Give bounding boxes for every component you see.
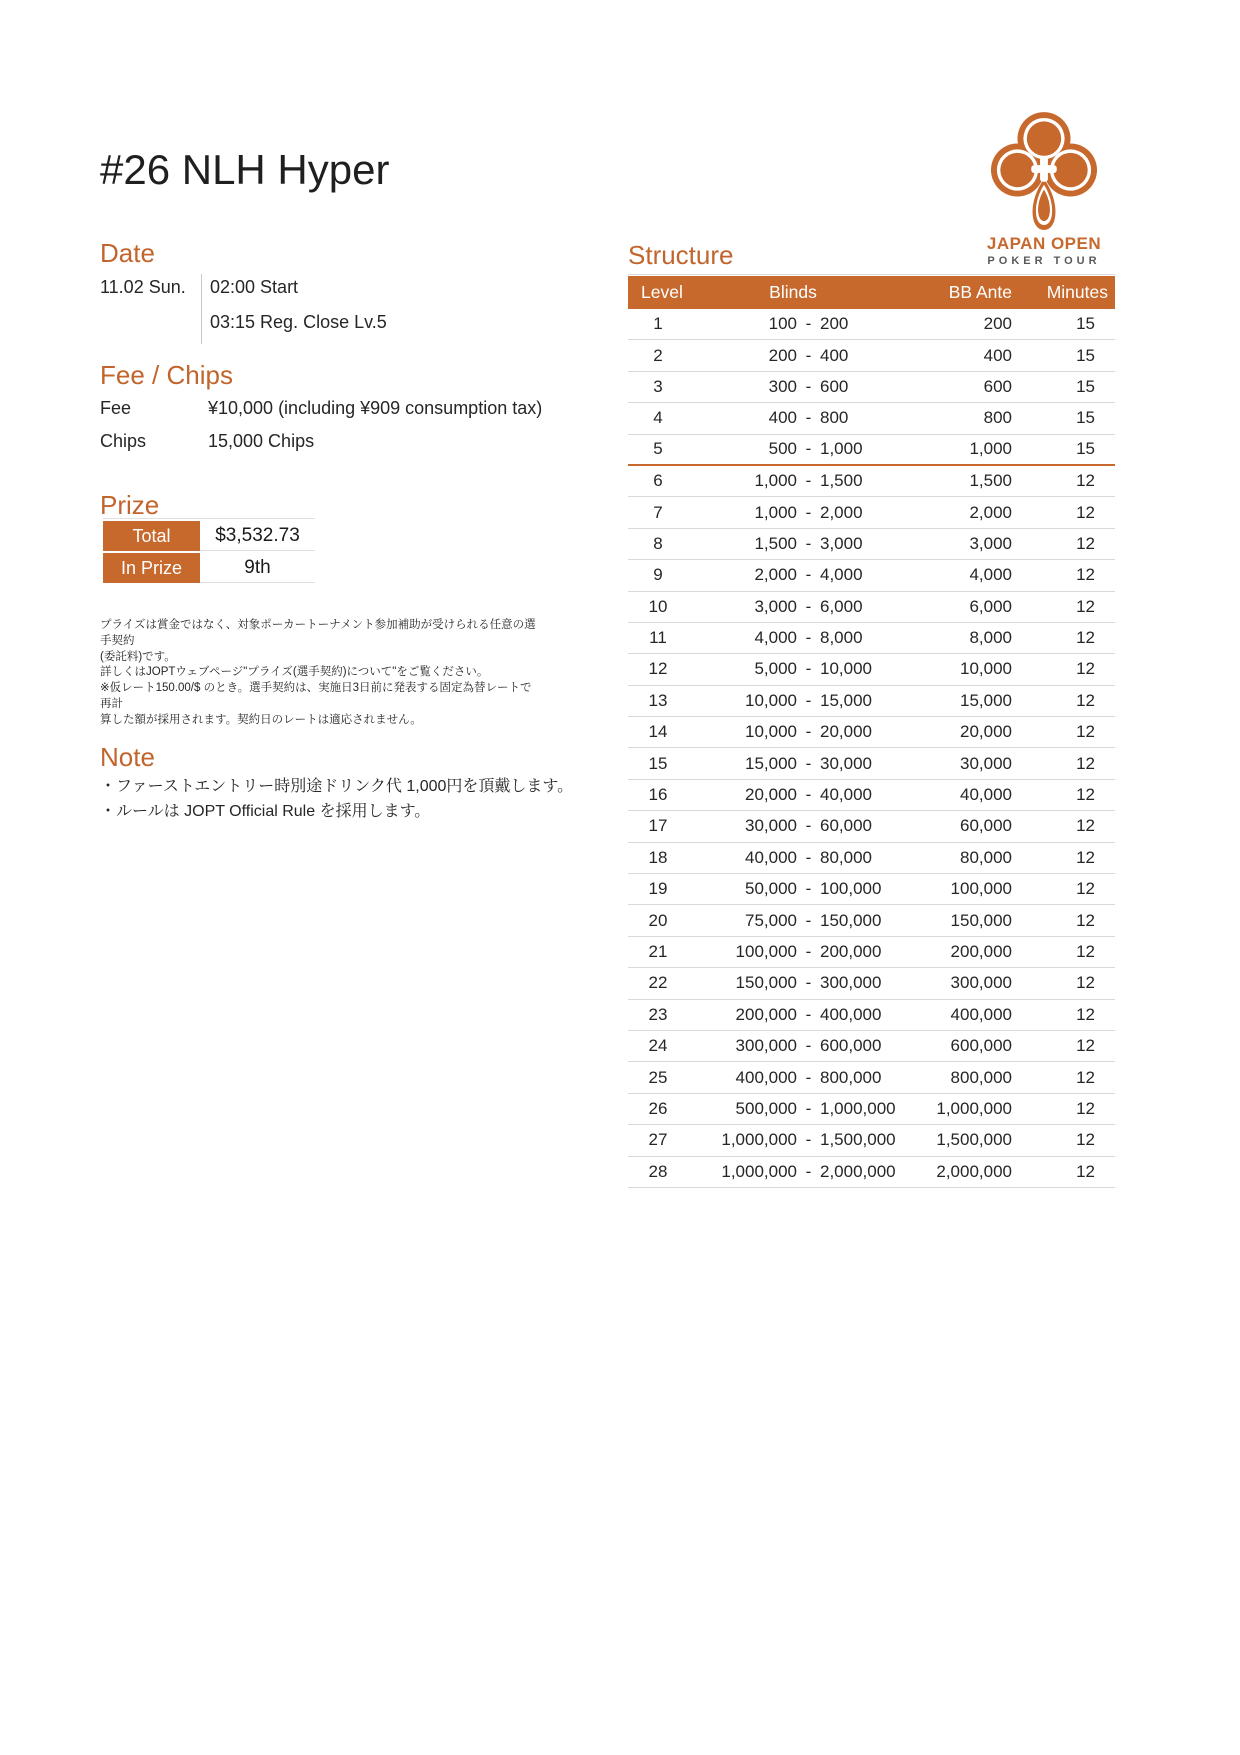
level-cell: 1 [653,314,663,334]
blinds-cell [688,1005,898,1025]
bb-ante-cell: 80,000 [960,847,1012,867]
small-blind: 10,000 [745,690,797,710]
column-header-bb-ante: BB Ante [948,282,1012,302]
blinds-dash: - [805,502,812,522]
big-blind: 8,000 [820,628,863,648]
prize-heading: Prize [100,490,160,520]
minutes-cell: 12 [1076,502,1095,522]
small-blind: 20,000 [745,785,797,805]
blinds-cell [688,879,898,899]
minutes-cell: 15 [1076,345,1095,365]
note-line: ・ファーストエントリー時別途ドリンク代 1,000円を頂戴します。 [100,778,574,795]
level-cell: 2 [653,345,663,365]
minutes-cell: 15 [1076,408,1095,428]
bb-ante-cell: 600,000 [950,1036,1012,1056]
bb-ante-cell: 4,000 [969,565,1012,585]
blinds-dash: - [805,376,812,396]
bb-ante-cell: 30,000 [960,753,1012,773]
disclaimer-line: 算した額が採用されます。契約日のレートは適応されません。 [100,713,422,726]
bb-ante-cell: 1,000,000 [936,1098,1012,1118]
blinds-dash: - [805,628,812,648]
blinds-cell [688,503,898,523]
structure-section [628,240,1115,1188]
bb-ante-cell: 800,000 [950,1067,1012,1087]
small-blind: 50,000 [745,879,797,899]
fee-value: ¥10,000 (including ¥909 consumption tax) [208,398,543,418]
bb-ante-cell: 200,000 [950,942,1012,961]
level-cell: 25 [648,1067,668,1087]
blinds-dash: - [805,1161,812,1181]
bb-ante-cell: 6,000 [969,596,1012,616]
blinds-cell [688,1162,898,1182]
blinds-cell [688,1130,898,1150]
blinds-dash: - [805,565,812,585]
structure-row [628,686,1115,717]
blinds-cell [688,1068,898,1088]
level-cell: 26 [648,1098,668,1118]
small-blind: 500,000 [735,1098,797,1118]
bb-ante-cell: 200 [983,314,1012,334]
prize-total-row [103,521,315,551]
structure-row [628,1062,1115,1093]
structure-row [628,874,1115,905]
level-cell: 4 [653,408,663,428]
minutes-cell: 12 [1076,1161,1095,1181]
small-blind: 10,000 [745,722,797,742]
level-cell: 7 [653,502,663,522]
bb-ante-cell: 1,500,000 [936,1130,1012,1150]
blinds-dash: - [805,722,812,742]
big-blind: 30,000 [820,753,872,773]
big-blind: 4,000 [820,565,863,585]
big-blind: 100,000 [820,879,882,899]
blinds-cell [688,659,898,679]
level-cell: 24 [648,1036,668,1056]
blinds-cell [688,816,898,836]
bb-ante-cell: 3,000 [969,533,1012,553]
minutes-cell: 12 [1076,471,1095,491]
column-header-level: Level [641,282,683,302]
minutes-cell: 12 [1076,1098,1095,1118]
big-blind: 1,000 [820,439,863,459]
small-blind: 100 [768,314,797,334]
bb-ante-cell: 600 [983,376,1012,396]
logo-text-poker-tour: POKER TOUR [987,255,1101,267]
blinds-cell [688,785,898,805]
blinds-dash: - [805,879,812,899]
blinds-cell [688,754,898,774]
structure-row [628,1157,1115,1188]
big-blind: 6,000 [820,596,863,616]
bb-ante-cell: 8,000 [969,628,1012,648]
big-blind: 3,000 [820,533,863,553]
blinds-cell [688,597,898,617]
level-cell: 17 [648,816,668,836]
level-cell: 10 [648,596,668,616]
small-blind: 1,000,000 [721,1161,797,1181]
structure-row [628,748,1115,779]
date-section [100,274,387,344]
structure-row [628,497,1115,528]
minutes-cell: 12 [1076,1004,1095,1024]
bb-ante-cell: 300,000 [950,973,1012,993]
date-start-time: 02:00 Start [210,277,299,297]
level-cell: 12 [648,659,668,679]
structure-row [628,592,1115,623]
bb-ante-cell: 100,000 [950,879,1012,899]
small-blind: 3,000 [754,596,797,616]
fee-label: Fee [100,398,132,418]
structure-row [628,654,1115,685]
blinds-cell [688,848,898,868]
blinds-dash: - [805,690,812,710]
level-cell: 19 [648,879,668,899]
bb-ante-cell: 15,000 [960,690,1012,710]
blinds-cell [688,471,898,491]
structure-row [628,780,1115,811]
note-line: ・ルールは JOPT Official Rule を採用します。 [100,803,431,820]
minutes-cell: 12 [1076,722,1095,742]
level-cell: 28 [648,1161,668,1181]
level-cell: 6 [653,471,663,491]
bb-ante-cell: 10,000 [960,659,1012,679]
small-blind: 40,000 [745,847,797,867]
fee-chips-heading: Fee / Chips [100,360,233,390]
minutes-cell: 12 [1076,628,1095,648]
small-blind: 1,000 [754,471,797,491]
structure-row [628,623,1115,654]
blinds-dash: - [805,659,812,679]
small-blind: 1,000 [754,502,797,522]
bb-ante-cell: 20,000 [960,722,1012,742]
level-cell: 18 [648,847,668,867]
blinds-dash: - [805,816,812,836]
big-blind: 10,000 [820,659,872,679]
chips-label: Chips [100,431,147,451]
level-cell: 5 [653,439,663,459]
level-cell: 16 [648,785,668,805]
minutes-cell: 12 [1076,596,1095,616]
page-title: #26 NLH Hyper [100,146,390,193]
minutes-cell: 15 [1076,314,1095,334]
big-blind: 40,000 [820,785,872,805]
big-blind: 800 [820,408,849,428]
structure-row [628,968,1115,999]
small-blind: 400,000 [735,1067,797,1087]
bb-ante-cell: 2,000 [969,502,1012,522]
blinds-dash: - [805,1130,812,1150]
blinds-cell [688,439,898,459]
blinds-cell [688,722,898,742]
structure-heading: Structure [628,240,734,270]
fee-row [100,398,542,418]
club-suit-icon [986,110,1102,232]
minutes-cell: 12 [1076,942,1095,961]
prize-inprize-row [103,553,315,583]
minutes-cell: 12 [1076,910,1095,930]
bb-ante-cell: 400 [983,345,1012,365]
big-blind: 200,000 [820,942,882,961]
level-cell: 27 [648,1130,668,1150]
level-cell: 13 [648,690,668,710]
minutes-cell: 12 [1076,785,1095,805]
chips-value: 15,000 Chips [208,431,315,451]
small-blind: 300 [768,376,797,396]
note-section [100,774,573,824]
structure-row [628,1094,1115,1125]
blinds-cell [688,314,898,334]
blinds-dash: - [805,753,812,773]
big-blind: 15,000 [820,690,872,710]
structure-heading-rule [628,274,1115,275]
structure-row [628,309,1115,340]
big-blind: 150,000 [820,910,882,930]
bb-ante-cell: 800 [983,408,1012,428]
blinds-cell [688,346,898,366]
blinds-dash: - [805,1098,812,1118]
bb-ante-cell: 60,000 [960,816,1012,836]
blinds-dash: - [805,471,812,491]
blinds-dash: - [805,1067,812,1087]
bb-ante-cell: 1,000 [969,439,1012,459]
minutes-cell: 15 [1076,439,1095,459]
small-blind: 150,000 [735,973,797,993]
note-heading: Note [100,742,155,772]
blinds-dash: - [805,596,812,616]
structure-row [628,905,1115,936]
small-blind: 100,000 [735,942,797,961]
structure-row [628,435,1115,466]
structure-row [628,340,1115,371]
small-blind: 5,000 [754,659,797,679]
bb-ante-cell: 40,000 [960,785,1012,805]
minutes-cell: 12 [1076,659,1095,679]
blinds-dash: - [805,533,812,553]
structure-row [628,403,1115,434]
minutes-cell: 12 [1076,565,1095,585]
structure-row [628,466,1115,497]
structure-row [628,1000,1115,1031]
structure-row [628,372,1115,403]
blinds-cell [688,911,898,931]
prize-inprize-value: 9th [200,553,315,583]
structure-row [628,1031,1115,1062]
minutes-cell: 12 [1076,690,1095,710]
big-blind: 600,000 [820,1036,882,1056]
bb-ante-cell: 150,000 [950,910,1012,930]
blinds-cell [688,691,898,711]
level-cell: 22 [648,973,668,993]
small-blind: 15,000 [745,753,797,773]
blinds-cell [688,1036,898,1056]
level-cell: 20 [648,910,668,930]
small-blind: 200,000 [735,1004,797,1024]
small-blind: 300,000 [735,1036,797,1056]
blinds-cell [688,534,898,554]
big-blind: 1,500 [820,471,863,491]
level-cell: 15 [648,753,668,773]
blinds-dash: - [805,345,812,365]
small-blind: 4,000 [754,628,797,648]
minutes-cell: 12 [1076,816,1095,836]
structure-row [628,717,1115,748]
level-cell: 9 [653,565,663,585]
minutes-cell: 12 [1076,879,1095,899]
blinds-cell [688,377,898,397]
prize-total-value: $3,532.73 [200,521,315,551]
date-schedule [201,274,387,344]
minutes-cell: 12 [1076,1036,1095,1056]
minutes-cell: 12 [1076,973,1095,993]
small-blind: 1,000,000 [721,1130,797,1150]
structure-row [628,843,1115,874]
blinds-dash: - [805,439,812,459]
big-blind: 800,000 [820,1067,882,1087]
blinds-dash: - [805,1004,812,1024]
small-blind: 200 [768,345,797,365]
level-cell: 3 [653,376,663,396]
date-heading: Date [100,238,155,268]
column-header-blinds: Blinds [769,282,817,302]
chips-row [100,431,542,451]
minutes-cell: 15 [1076,376,1095,396]
blinds-dash: - [805,973,812,993]
logo-text-japan-open: JAPAN OPEN [986,234,1102,253]
big-blind: 2,000 [820,502,863,522]
structure-table-body [628,309,1115,1188]
minutes-cell: 12 [1076,847,1095,867]
blinds-dash: - [805,314,812,334]
big-blind: 300,000 [820,973,882,993]
bb-ante-cell: 400,000 [950,1004,1012,1024]
bb-ante-cell: 1,500 [969,471,1012,491]
level-cell: 14 [648,722,668,742]
blinds-dash: - [805,785,812,805]
blinds-cell [688,1099,898,1119]
disclaimer-line: (委託料)です。 [100,650,176,663]
small-blind: 2,000 [754,565,797,585]
big-blind: 400,000 [820,1004,882,1024]
date-value: 11.02 Sun. [100,277,186,297]
prize-disclaimer [100,618,538,729]
blinds-cell [688,408,898,428]
big-blind: 600 [820,376,849,396]
disclaimer-line: プライズは賞金ではなく、対象ポーカートーナメント参加補助が受けられる任意の選手契約 [100,619,536,647]
blinds-cell [688,942,898,962]
blinds-dash: - [805,910,812,930]
big-blind: 20,000 [820,722,872,742]
structure-row [628,937,1115,968]
blinds-dash: - [805,408,812,428]
disclaimer-line: 詳しくはJOPTウェブページ"プライズ(選手契約)について"をご覧ください。 [100,666,489,679]
big-blind: 400 [820,345,849,365]
big-blind: 1,000,000 [820,1098,896,1118]
minutes-cell: 12 [1076,1067,1095,1087]
structure-row [628,811,1115,842]
prize-inprize-label: In Prize [103,553,200,583]
big-blind: 80,000 [820,847,872,867]
minutes-cell: 12 [1076,1130,1095,1150]
small-blind: 400 [768,408,797,428]
bb-ante-cell: 2,000,000 [936,1161,1012,1181]
minutes-cell: 12 [1076,533,1095,553]
small-blind: 1,500 [754,533,797,553]
fee-chips-section [100,398,542,464]
blinds-dash: - [805,1036,812,1056]
blinds-cell [688,628,898,648]
big-blind: 1,500,000 [820,1130,896,1150]
big-blind: 200 [820,314,849,334]
small-blind: 75,000 [745,910,797,930]
level-cell: 11 [649,628,667,648]
blinds-cell [688,565,898,585]
small-blind: 500 [768,439,797,459]
level-cell: 23 [648,1004,668,1024]
small-blind: 30,000 [745,816,797,836]
date-reg-close: 03:15 Reg. Close Lv.5 [210,312,387,332]
minutes-cell: 12 [1076,753,1095,773]
prize-total-label: Total [103,521,200,551]
structure-row [628,529,1115,560]
level-cell: 21 [648,942,668,961]
prize-table [103,518,315,585]
level-cell: 8 [653,533,663,553]
structure-row [628,1125,1115,1156]
structure-row [628,560,1115,591]
blinds-cell [688,973,898,993]
disclaimer-line: ※仮レート150.00/$ のとき。選手契約は、実施日3日前に発表する固定為替レートで再計 [100,682,532,710]
structure-table-header [628,276,1115,309]
blinds-dash: - [805,942,812,961]
column-header-minutes: Minutes [1046,282,1108,302]
big-blind: 2,000,000 [820,1161,896,1181]
big-blind: 60,000 [820,816,872,836]
blinds-dash: - [805,847,812,867]
